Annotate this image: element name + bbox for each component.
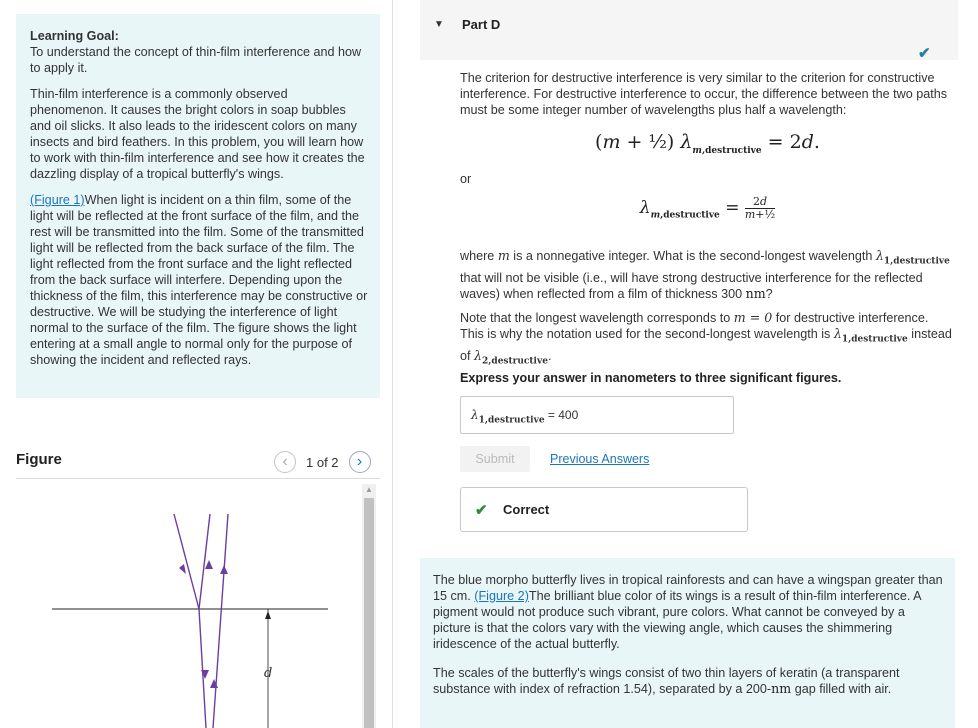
q-lambda: λ — [875, 248, 884, 263]
formula-2: $\lambda_{m,destructive}$ = $\frac{2d}{\text{m+½}}$ — [639, 195, 776, 221]
learning-goal-para1: Thin-film interference is a commonly observed phenomenon. It causes the bright colors in soap bubbles and oil slicks. It also leads to the iridescent colors on many insects and bird feathers. In this problem, you will learn how to work with thin-film interference and see how it creates the dazzling display of a tropical butterfly's wings. — [30, 87, 365, 181]
info-para2-unit: nm — [771, 681, 792, 696]
panel-divider — [392, 0, 393, 728]
part-d-header[interactable] — [420, 0, 958, 60]
feedback-box — [460, 487, 748, 532]
answer-symbol: λ — [471, 408, 479, 422]
collapse-triangle-icon[interactable]: ▼ — [434, 19, 444, 30]
learning-goal-subtitle: To understand the concept of thin-film interference and how to apply it. — [30, 45, 362, 75]
scroll-thumb[interactable] — [364, 498, 374, 728]
scroll-up-icon[interactable]: ▲ — [365, 485, 373, 494]
figure-canvas — [16, 480, 380, 728]
note-sub1: 1,destructive — [841, 334, 908, 345]
part-intro: The criterion for destructive interference is very similar to the criterion for constructive interference. For destructive interference to occur, the difference between the two paths must be some integer number of wavelengths plus half a wavelength: — [460, 71, 947, 117]
q-unit: nm — [745, 285, 766, 301]
note-sym1: λ — [833, 326, 842, 341]
info-para1-a: The blue morpho butterfly lives in tropical rainforests and can have a wingspan greater than 15 cm. — [433, 573, 943, 603]
info-panel — [420, 558, 955, 728]
note-sym2: λ — [474, 347, 482, 363]
reflected-arrow-back — [220, 565, 228, 574]
completed-check-icon: ✔ — [918, 45, 931, 62]
learning-goal-para2-text: When light is incident on a thin film, some of the light will be reflected at the front surface of the film, and the rest will be transmitted into the film. Some of the transmitted light will be reflected from the back surface of the film. The light reflected from the front surface and the light reflected from the back surface will interfere. Depending upon the thickness of the film, this interference may be constructive or destructive. We will be studying the interference of light normal to the surface of the film. The figure shows the light entering at a small angle to normal only for the purpose of showing the incident and reflected rays. — [30, 193, 368, 367]
answer-eq: = — [547, 408, 555, 422]
formula-1: (m + ½) $\lambda_{m,destructive} = 2d$. — [595, 131, 820, 156]
figure-header — [16, 444, 380, 479]
figure-pager — [274, 451, 371, 473]
answer-field[interactable] — [460, 396, 734, 434]
figure-scrollbar[interactable] — [362, 484, 376, 728]
correct-check-icon: ✔ — [475, 502, 488, 519]
learning-goal-panel — [16, 14, 380, 398]
info-para2-b: gap filled with air. — [794, 682, 892, 696]
note-c: instead of — [460, 327, 952, 363]
info-para2 — [433, 665, 943, 697]
instruction: Express your answer in nanometers to three significant figures. — [460, 371, 842, 385]
q-m: m — [497, 248, 510, 263]
thin-film-diagram — [16, 480, 380, 728]
thickness-label: d — [264, 666, 273, 681]
figure-label: Figure — [16, 451, 62, 468]
chevron-left-icon[interactable]: ‹ — [274, 451, 296, 473]
reflected-ray-back — [213, 514, 228, 728]
or-text: or — [460, 172, 472, 186]
submit-button[interactable]: Submit — [460, 446, 530, 472]
correct-label: Correct — [503, 502, 550, 517]
refracted-ray — [199, 609, 206, 728]
thickness-arrow-up — [265, 611, 271, 619]
question-text — [460, 248, 955, 302]
previous-answers-link[interactable]: Previous Answers — [550, 452, 650, 466]
q-mid: is a nonnegative integer. What is the second-longest wavelength — [513, 249, 873, 263]
info-para1 — [433, 572, 943, 652]
incident-ray — [174, 514, 199, 609]
figure-pager-text: 1 of 2 — [306, 454, 339, 470]
note-sub2: 2,destructive — [482, 356, 548, 367]
note-b: for destructive interference. This is why the notation used for the second-longest wavelength is — [460, 311, 929, 341]
figure-2-link[interactable]: (Figure 2) — [474, 589, 529, 603]
note-cond: m = 0 — [733, 310, 773, 325]
figure-1-link[interactable]: (Figure 1) — [30, 193, 85, 207]
note-a: Note that the longest wavelength corresponds to — [460, 311, 731, 325]
q-end: ? — [765, 286, 773, 301]
info-para2-a: The scales of the butterfly's wings consist of two thin layers of keratin (a transparent substance with index of refraction 1.54), separated by a 200- — [433, 666, 900, 696]
note-d: . — [547, 348, 552, 363]
q-after: that will not be visible (i.e., will have strong destructive interference for the reflected waves) when reflected from a film of thickness 300 — [460, 270, 923, 301]
chevron-right-icon[interactable]: › — [349, 451, 371, 473]
reflected-arrow-front — [205, 560, 213, 569]
incident-arrow — [179, 564, 186, 574]
q-where: where — [460, 249, 495, 263]
part-title[interactable]: Part D — [462, 17, 501, 32]
learning-goal-para2 — [30, 192, 368, 368]
answer-sub: 1,destructive — [478, 415, 545, 426]
info-para1-b: The brilliant blue color of its wings is a result of thin-film interference. A pigment would not produce such vibrant, pure colors. What cannot be conveyed by a picture is that the colors vary with the viewing angle, which causes the shimmering iridescence of the actual butterfly. — [433, 589, 921, 651]
q-sub: 1,destructive — [883, 256, 950, 267]
answer-value[interactable]: 400 — [558, 408, 579, 422]
learning-goal-title: Learning Goal: — [30, 29, 119, 43]
answer-content[interactable] — [471, 408, 578, 425]
note-text — [460, 310, 955, 369]
